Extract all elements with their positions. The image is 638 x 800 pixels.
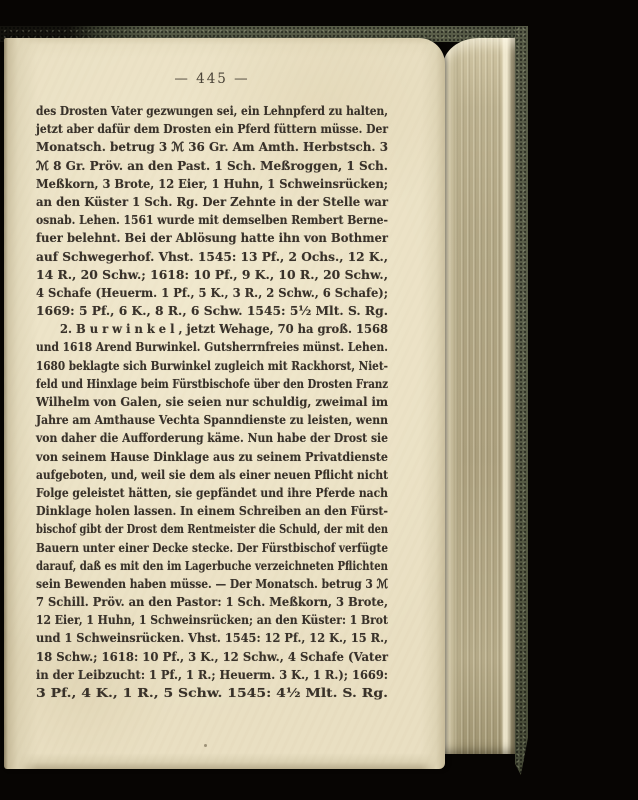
text-line: 3 Pf., 4 K., 1 R., 5 Schw. 1545: 4¹⁄₂ Mlt. S. Rg. — [36, 685, 388, 700]
text-line: 2. B u r w i n k e l , jetzt Wehage, 70 ha groß. 1568 — [60, 321, 388, 337]
page-stack-fore-edge — [443, 38, 515, 754]
text-line: von seinem Hause Dinklage aus zu seinem Privatdienste — [36, 448, 388, 464]
paper-speck — [204, 744, 207, 747]
text-line: 1669: 5 Pf., 6 K., 8 R., 6 Schw. 1545: 5¹⁄₂ Mlt. S. Rg. — [36, 303, 388, 319]
text-line: Monatsch. betrug 3 ℳ 36 Gr. Am Amth. Herbstsch. 3 — [36, 139, 388, 155]
page-text — [36, 102, 388, 702]
text-line: jetzt aber dafür dem Drosten ein Pferd füttern müsse. Der — [36, 121, 388, 137]
text-line: 1680 beklagte sich Burwinkel zugleich mit Rackhorst, Niet- — [36, 357, 388, 373]
text-line: in der Leibzucht: 1 Pf., 1 R.; Heuerm. 3 K., 1 R.); 1669: — [36, 666, 388, 682]
text-line: Bauern unter einer Decke stecke. Der Fürstbischof verfügte — [36, 539, 388, 555]
text-line: Folge geleistet hätten, sie gepfändet und ihre Pferde nach — [36, 484, 388, 500]
text-line: sein Bewenden haben müsse. — Der Monatsch. betrug 3 ℳ — [36, 575, 388, 591]
text-line: ℳ 8 Gr. Pröv. an den Past. 1 Sch. Meßroggen, 1 Sch. — [36, 157, 388, 173]
page-number: — 445 — — [174, 71, 250, 87]
text-line: fuer belehnt. Bei der Ablösung hatte ihn von Bothmer — [36, 230, 388, 246]
text-line: 12 Eier, 1 Huhn, 1 Schweinsrücken; an den Küster: 1 Brot — [36, 612, 388, 628]
text-line: des Drosten Vater gezwungen sei, ein Lehnpferd zu halten, — [36, 103, 388, 118]
text-line: Wilhelm von Galen, sie seien nur schuldig, zweimal im — [36, 394, 388, 409]
text-line: auf Schwegerhof. Vhst. 1545: 13 Pf., 2 Ochs., 12 K., — [36, 248, 388, 264]
text-line: und 1618 Arend Burwinkel. Gutsherrnfreies münst. Lehen. — [36, 339, 388, 355]
book-cover-right-edge — [515, 26, 528, 775]
text-line: 7 Schill. Pröv. an den Pastor: 1 Sch. Meßkorn, 3 Brote, — [36, 594, 388, 610]
text-line: und 1 Schweinsrücken. Vhst. 1545: 12 Pf., 12 K., 15 R., — [36, 630, 388, 646]
text-line: feld und Hinxlage beim Fürstbischofe über den Drosten Franz — [36, 375, 388, 391]
text-line: aufgeboten, und, weil sie dem als einer neuen Pflicht nicht — [36, 466, 388, 482]
text-line: Meßkorn, 3 Brote, 12 Eier, 1 Huhn, 1 Schweinsrücken; — [36, 175, 388, 191]
text-line: 18 Schw.; 1618: 10 Pf., 3 K., 12 Schw., 4 Schafe (Vater — [36, 648, 388, 664]
text-line: an den Küster 1 Sch. Rg. Der Zehnte in der Stelle war — [36, 193, 388, 209]
text-line: Jahre am Amthause Vechta Spanndienste zu leisten, wenn — [36, 412, 388, 428]
book-page — [4, 38, 445, 769]
text-line: Dinklage holen lassen. In einem Schreiben an den Fürst- — [36, 503, 388, 519]
text-line: von daher die Aufforderung käme. Nun habe der Drost sie — [36, 430, 388, 446]
text-line: bischof gibt der Drost dem Rentmeister die Schuld, der mit den — [36, 521, 388, 537]
text-line: darauf, daß es mit den im Lagerbuche verzeichneten Pflichten — [36, 557, 388, 573]
text-line: osnab. Lehen. 1561 wurde mit demselben Rembert Berne- — [36, 212, 388, 228]
text-line: 14 R., 20 Schw.; 1618: 10 Pf., 9 K., 10 R., 20 Schw., — [36, 266, 388, 282]
text-line: 4 Schafe (Heuerm. 1 Pf., 5 K., 3 R., 2 Schw., 6 Schafe); — [36, 284, 388, 300]
